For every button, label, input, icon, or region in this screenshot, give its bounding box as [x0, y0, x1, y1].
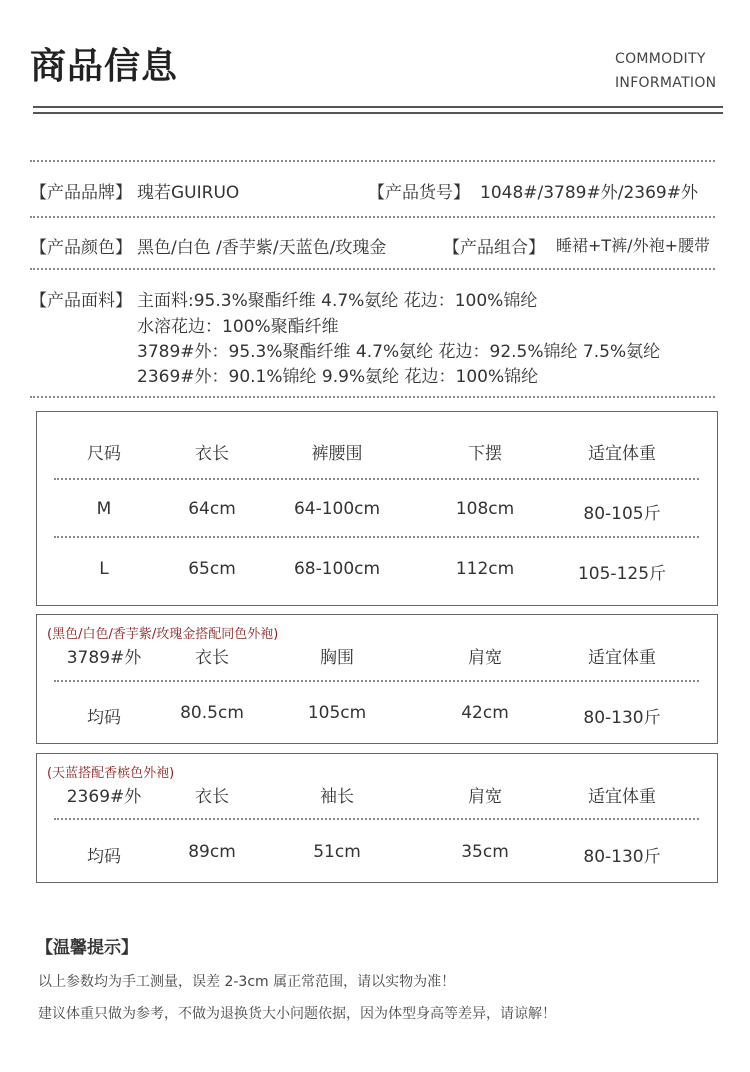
table-header-cell: 适宜体重 [588, 444, 656, 464]
table-cell: 42cm [461, 703, 509, 723]
sku-label: 【产品货号】 [368, 183, 470, 203]
table-header-cell: 3789#外 [66, 648, 142, 668]
divider-dotted [54, 818, 699, 820]
color-label: 【产品颜色】 [30, 238, 132, 258]
color-value: 黑色/白色 /香芋紫/天蓝色/玫瑰金 [137, 238, 387, 258]
table-header-cell: 适宜体重 [588, 787, 656, 807]
tips-line: 以上参数均为手工测量，误差 2-3cm 属正常范围，请以实物为准！ [38, 974, 456, 990]
table-cell: 68-100cm [293, 559, 381, 579]
fabric-line: 水溶花边：100%聚酯纤维 [137, 317, 339, 337]
table-header-cell: 裤腰围 [311, 444, 363, 464]
table-header-cell: 适宜体重 [588, 648, 656, 668]
table-header-cell: 2369#外 [66, 787, 142, 807]
divider-dotted [54, 478, 699, 480]
table-cell: 35cm [461, 842, 509, 862]
table-header-cell: 衣长 [195, 648, 229, 668]
size-table-robe-2369 [36, 753, 718, 883]
divider-dotted [30, 216, 715, 218]
fabric-label: 【产品面料】 [30, 291, 132, 311]
table-cell: 108cm [455, 499, 515, 519]
table-header-cell: 袖长 [320, 787, 354, 807]
page-title: 商品信息 [30, 46, 179, 87]
table-header-cell: 下摆 [468, 444, 502, 464]
header-divider-bottom [33, 112, 723, 114]
divider-dotted [30, 396, 715, 398]
size-table-main [36, 411, 718, 606]
table-cell: 80.5cm [180, 703, 244, 723]
title-en-line1: COMMODITY [615, 51, 706, 67]
fabric-line: 2369#外：90.1%锦纶 9.9%氨纶 花边：100%锦纶 [137, 367, 539, 387]
table-cell: M [96, 499, 112, 519]
table-cell: 80-105斤 [583, 504, 661, 524]
table-header-cell: 衣长 [195, 444, 229, 464]
table-cell: 64cm [188, 499, 236, 519]
table-cell: L [99, 559, 109, 579]
table-cell: 89cm [188, 842, 236, 862]
table-header-cell: 肩宽 [468, 787, 502, 807]
combo-label: 【产品组合】 [443, 238, 545, 258]
divider-dotted [54, 680, 699, 682]
brand-value: 瑰若GUIRUO [137, 183, 240, 203]
divider-dotted [54, 536, 699, 538]
table-cell: 105-125斤 [577, 564, 667, 584]
divider-dotted [30, 160, 715, 162]
table-cell: 112cm [455, 559, 515, 579]
table-cell: 105cm [307, 703, 367, 723]
table-cell: 64-100cm [293, 499, 381, 519]
combo-value: 睡裙+T裤/外袍+腰带 [556, 236, 710, 255]
table-cell: 80-130斤 [583, 847, 661, 867]
table-header-cell: 肩宽 [468, 648, 502, 668]
table-header-cell: 胸围 [320, 648, 354, 668]
tips-line: 建议体重只做为参考，不做为退换货大小问题依据，因为体型身高等差异，请谅解！ [38, 1006, 556, 1022]
table-note: (黑色/白色/香芋紫/玫瑰金搭配同色外袍) [47, 627, 279, 642]
title-en-line2: INFORMATION [615, 75, 717, 91]
table-cell: 65cm [188, 559, 236, 579]
size-table-robe-3789 [36, 614, 718, 744]
fabric-line: 3789#外：95.3%聚酯纤维 4.7%氨纶 花边：92.5%锦纶 7.5%氨纶 [137, 342, 661, 362]
table-cell: 51cm [313, 842, 361, 862]
header-divider-top [33, 106, 723, 108]
table-cell: 均码 [87, 708, 121, 728]
tips-heading: 【温馨提示】 [36, 938, 138, 958]
table-header-cell: 尺码 [87, 444, 121, 464]
table-cell: 均码 [87, 847, 121, 867]
fabric-line: 主面料:95.3%聚酯纤维 4.7%氨纶 花边：100%锦纶 [137, 291, 538, 311]
table-cell: 80-130斤 [583, 708, 661, 728]
brand-label: 【产品品牌】 [30, 183, 132, 203]
table-header-cell: 衣长 [195, 787, 229, 807]
table-note: (天蓝搭配香槟色外袍) [47, 766, 175, 781]
divider-dotted [30, 268, 715, 270]
sku-value: 1048#/3789#外/2369#外 [480, 183, 698, 203]
